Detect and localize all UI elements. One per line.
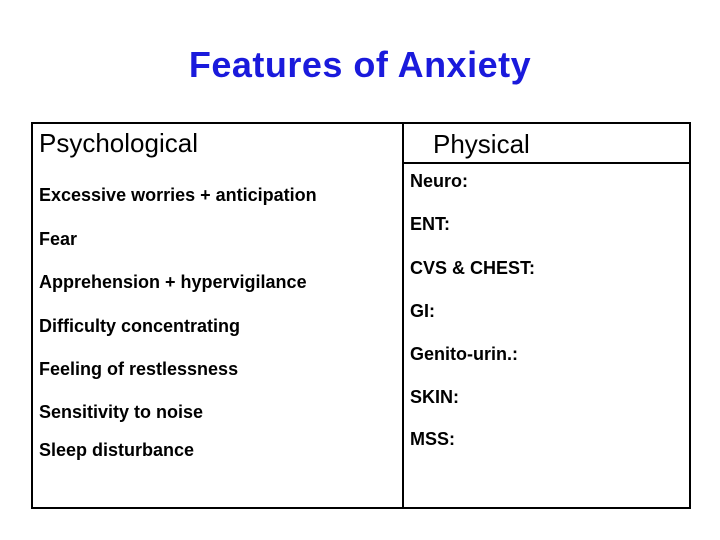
physical-item: CVS & CHEST: (410, 258, 536, 278)
physical-item: Genito-urin.: (410, 344, 518, 364)
psychological-item: Sensitivity to noise (39, 402, 204, 422)
slide-title: Features of Anxiety (188, 44, 532, 85)
physical-item: Neuro: (410, 171, 468, 191)
physical-header: Physical (433, 129, 530, 159)
psychological-item: Excessive worries + anticipation (39, 185, 317, 205)
physical-item: ENT: (410, 214, 450, 234)
column-divider (402, 124, 404, 507)
psychological-item: Apprehension + hypervigilance (39, 272, 307, 292)
psychological-item: Difficulty concentrating (39, 316, 241, 336)
physical-item: SKIN: (410, 387, 459, 407)
psychological-header: Psychological (39, 128, 198, 158)
physical-item: GI: (410, 301, 435, 321)
header-divider (402, 162, 691, 164)
physical-item: MSS: (410, 429, 455, 449)
psychological-item: Feeling of restlessness (39, 359, 239, 379)
psychological-item: Fear (39, 229, 78, 249)
psychological-item: Sleep disturbance (39, 440, 195, 460)
features-table (31, 122, 691, 509)
